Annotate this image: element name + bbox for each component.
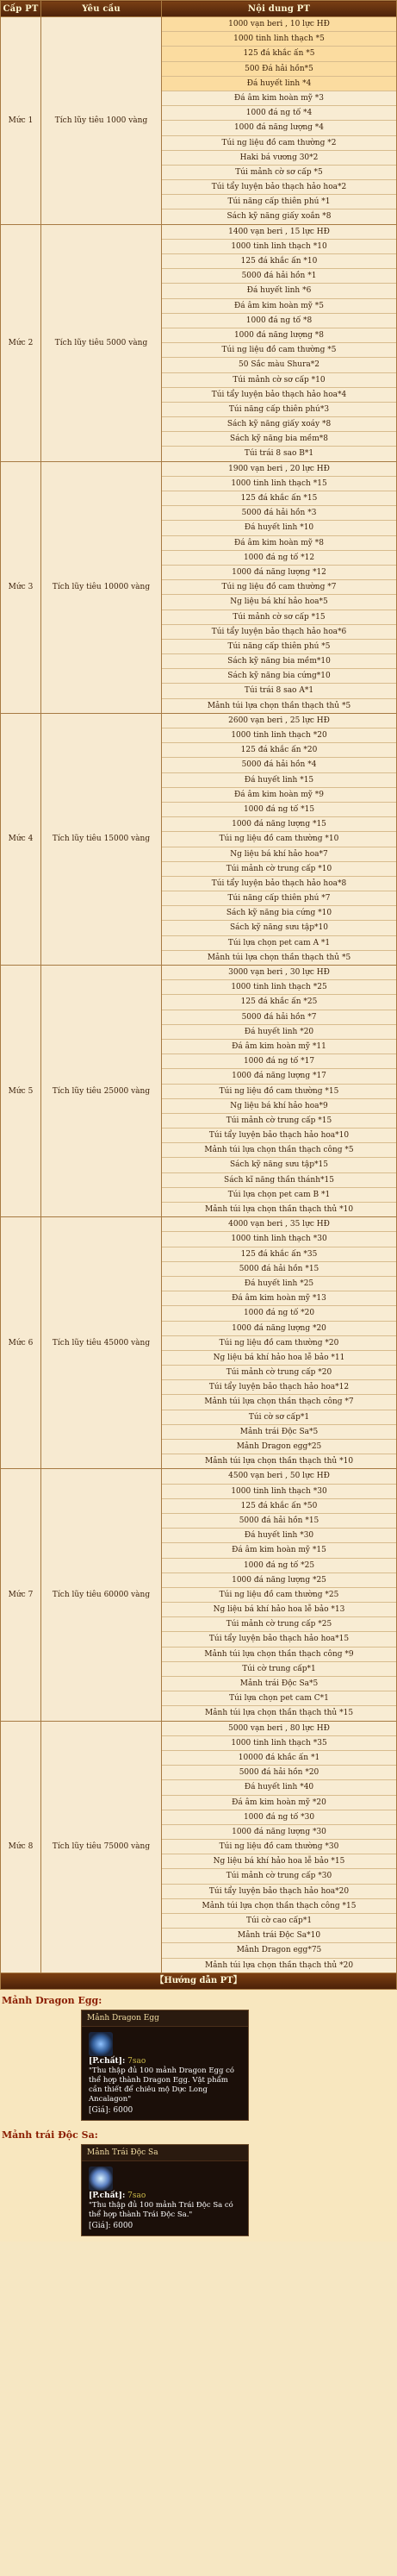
reward-item: Đá huyết linh *40 [162, 1780, 396, 1795]
reward-item: 2600 vạn beri , 25 lực HĐ [162, 714, 396, 728]
reward-item: Mảnh túi lựa chọn thần thạch công *15 [162, 1899, 396, 1914]
reward-item: 1000 đá ng tố *12 [162, 551, 396, 566]
reward-item: Túi mảnh cờ sơ cấp *15 [162, 610, 396, 625]
reward-item: 5000 đá hải hồn *20 [162, 1766, 396, 1780]
reward-item: Sách kĩ năng thần thánh*15 [162, 1173, 396, 1188]
level-cell: Mức 4 [1, 713, 41, 965]
reward-item: Túi mảnh cờ trung cấp *25 [162, 1617, 396, 1632]
reward-item: Túi tẩy luyện bảo thạch hảo hoa*4 [162, 388, 396, 403]
doc-sa-fruit-icon [89, 2166, 113, 2191]
quality-value: 7sao [127, 2191, 146, 2200]
requirement-cell: Tích lũy tiêu 60000 vàng [41, 1469, 162, 1721]
reward-item: 1000 đá ng tố *30 [162, 1810, 396, 1825]
reward-item: Túi ng liệu đồ cam thường *15 [162, 1085, 396, 1099]
reward-item: Đá huyết linh *10 [162, 521, 396, 535]
reward-item: 1000 tinh linh thạch *20 [162, 728, 396, 743]
reward-item: Đá huyết linh *25 [162, 1277, 396, 1291]
level-cell: Mức 1 [1, 17, 41, 225]
level-cell: Mức 7 [1, 1469, 41, 1721]
reward-item: Đá huyết linh *30 [162, 1529, 396, 1543]
reward-item: 1000 tinh linh thạch *15 [162, 477, 396, 491]
reward-item: Mảnh túi lựa chọn thần thạch thủ *10 [204, 1205, 354, 1214]
reward-item: 10000 đá khắc ấn *1 [162, 1751, 396, 1766]
reward-item: 1900 vạn beri , 20 lực HĐ [162, 462, 396, 477]
reward-item: Túi ng liệu đồ cam thường *7 [162, 580, 396, 595]
reward-item: Mảnh trái Độc Sa*5 [162, 1425, 396, 1440]
reward-item: 5000 đá hải hồn *4 [162, 758, 396, 772]
reward-item: 125 đá khắc ấn *5 [162, 47, 396, 61]
reward-item: Túi mảnh cờ trung cấp *20 [162, 1366, 396, 1380]
reward-item: Đá âm kim hoàn mỹ *5 [162, 299, 396, 314]
reward-item: 1000 đá năng lượng *17 [162, 1069, 396, 1084]
items-cell [162, 17, 397, 225]
reward-item: Túi tẩy luyện bảo thạch hảo hoa*12 [162, 1380, 396, 1395]
reward-item: 1000 tinh linh thạch *35 [162, 1736, 396, 1751]
header-content: Nội dung PT [162, 1, 397, 17]
level-cell: Mức 5 [1, 966, 41, 1217]
reward-item: Mảnh túi lựa chọn thần thạch thủ *5 [207, 953, 351, 962]
table-row [1, 17, 397, 225]
items-cell [162, 966, 397, 1217]
quality-label: [P.chất]: [89, 2191, 126, 2200]
items-cell [162, 713, 397, 965]
reward-item: 5000 đá hải hồn *1 [162, 269, 396, 284]
reward-item: 1000 đá năng lượng *25 [162, 1573, 396, 1588]
reward-item: 125 đá khắc ấn *25 [162, 995, 396, 1010]
reward-item: 125 đá khắc ấn *35 [162, 1247, 396, 1262]
reward-item: 1000 tinh linh thạch *25 [162, 980, 396, 995]
reward-item: Đá âm kim hoàn mỹ *20 [162, 1796, 396, 1810]
reward-item: Haki bá vương 30*2 [162, 151, 396, 166]
reward-item: Đá huyết linh *20 [162, 1025, 396, 1040]
items-cell [162, 1217, 397, 1469]
reward-item: 1000 đá ng tố *17 [162, 1054, 396, 1069]
reward-item: 1000 đá năng lượng *15 [162, 817, 396, 832]
reward-item: Mảnh túi lựa chọn thần thạch công *9 [162, 1648, 396, 1662]
requirement-cell: Tích lũy tiêu 75000 vàng [41, 1721, 162, 1973]
reward-item: 1000 đá ng tố *4 [162, 106, 396, 121]
reward-item: 5000 đá hải hồn *15 [162, 1262, 396, 1277]
items-cell [162, 1469, 397, 1721]
table-row [1, 1217, 397, 1469]
reward-item: Túi mảnh cờ trung cấp *10 [162, 862, 396, 877]
reward-item: Đá âm kim hoàn mỹ *15 [162, 1543, 396, 1558]
reward-item: 5000 đá hải hồn *3 [162, 506, 396, 521]
reward-item: Túi ng liệu đồ cam thường *2 [162, 136, 396, 151]
reward-item: 4500 vạn beri , 50 lực HĐ [162, 1469, 396, 1484]
tooltip-item-name: Mảnh Dragon Egg [82, 2010, 248, 2027]
reward-item: Túi tẩy luyện bảo thạch hảo hoa*15 [162, 1632, 396, 1647]
reward-item: Đá âm kim hoàn mỹ *11 [162, 1040, 396, 1054]
tooltip-item-name: Mảnh Trái Độc Sa [82, 2145, 248, 2161]
reward-item: Mảnh trái Độc Sa*10 [162, 1929, 396, 1943]
reward-item: 125 đá khắc ấn *50 [162, 1499, 396, 1514]
reward-item: Sách kỹ năng bia cứng*10 [162, 669, 396, 684]
reward-item: Túi mảnh cờ trung cấp *15 [162, 1114, 396, 1129]
level-cell: Mức 2 [1, 224, 41, 461]
reward-item: 1000 tinh linh thạch *30 [162, 1232, 396, 1247]
reward-item: Túi tẩy luyện bảo thạch hảo hoa*20 [162, 1885, 396, 1899]
table-row [1, 713, 397, 965]
reward-item: Mảnh trái Độc Sa*5 [162, 1677, 396, 1691]
reward-item: Túi lựa chọn pet cam B *1 [162, 1188, 396, 1203]
level-cell: Mức 3 [1, 461, 41, 713]
reward-item: Túi mảnh cờ sơ cấp *10 [162, 373, 396, 388]
spacer [0, 2121, 397, 2128]
reward-item: 1000 đá năng lượng *30 [162, 1825, 396, 1840]
tooltip-price [82, 2220, 248, 2235]
table-row [1, 224, 397, 461]
reward-item: 1000 đá ng tố *20 [162, 1306, 396, 1321]
reward-item: Túi cờ cao cấp*1 [162, 1914, 396, 1929]
reward-item: 1000 vạn beri , 10 lực HĐ [162, 17, 396, 32]
reward-item: 4000 vạn beri , 35 lực HĐ [162, 1217, 396, 1232]
reward-item: 1000 đá năng lượng *8 [162, 328, 396, 343]
reward-item: Sách kỹ năng bia mềm*10 [162, 654, 396, 669]
reward-item: Túi tẩy luyện bảo thạch hảo hoa*2 [162, 180, 396, 195]
level-cell: Mức 6 [1, 1217, 41, 1469]
reward-item: 500 Đá hải hồn*5 [162, 62, 396, 77]
requirement-cell: Tích lũy tiêu 45000 vàng [41, 1217, 162, 1469]
reward-item: Sách kỹ năng sưu tập*15 [162, 1158, 396, 1172]
reward-item: Sách kỹ năng sưu tập*10 [162, 921, 396, 935]
reward-item: Mảnh Dragon egg*25 [162, 1440, 396, 1454]
table-row [1, 1469, 397, 1721]
table-row [1, 966, 397, 1217]
reward-item: 5000 vạn beri , 80 lực HĐ [162, 1722, 396, 1736]
reward-item: Túi ng liệu đồ cam thường *5 [162, 343, 396, 358]
reward-item: Đá huyết linh *6 [162, 284, 396, 298]
reward-item: Mảnh túi lựa chọn thần thạch thủ *20 [204, 1960, 354, 1970]
doc-sa-label: Mảnh trái Độc Sa: [2, 2129, 98, 2141]
items-cell [162, 461, 397, 713]
header-level: Cấp PT [1, 1, 41, 17]
reward-item: 5000 đá hải hồn *15 [162, 1514, 396, 1529]
reward-item: 5000 đá hải hồn *7 [162, 1010, 396, 1025]
reward-item: Ng liệu bá khí hảo hoa*5 [162, 595, 396, 610]
reward-item: Túi ng liệu đồ cam thường *10 [162, 832, 396, 847]
reward-item: 1000 tinh linh thạch *10 [162, 240, 396, 254]
reward-item: Đá âm kim hoàn mỹ *3 [162, 91, 396, 106]
table-body [1, 17, 397, 1973]
tooltip-description: "Thu thập đủ 100 mảnh Trái Độc Sa có thể hợp thành Trái Độc Sa." [89, 2200, 233, 2219]
reward-item: Mảnh túi lựa chọn thần thạch thủ *10 [204, 1457, 354, 1466]
requirement-cell: Tích lũy tiêu 10000 vàng [41, 461, 162, 713]
reward-item: Ng liệu bá khí hảo hoa*7 [162, 847, 396, 862]
price-label: [Giá]: [89, 2105, 111, 2115]
guide-body [0, 1990, 397, 2241]
tooltip-quality [82, 2191, 248, 2201]
items-cell [162, 224, 397, 461]
reward-item: 1000 tinh linh thạch *30 [162, 1485, 396, 1499]
tooltip-description: "Thu thập đủ 100 mảnh Dragon Egg có thể hợp thành Dragon Egg. Vật phẩm cần thiết để chiêu mộ Dực Long Ancalagon" [89, 2066, 234, 2104]
reward-item: Đá âm kim hoàn mỹ *9 [162, 788, 396, 803]
reward-item: Túi trái 8 sao A*1 [162, 684, 396, 698]
level-cell: Mức 8 [1, 1721, 41, 1973]
tooltip-quality [82, 2056, 248, 2066]
reward-item: Mảnh túi lựa chọn thần thạch công *5 [162, 1143, 396, 1158]
reward-item: Ng liệu bá khí hảo hoa*9 [162, 1099, 396, 1114]
reward-item: Túi mảnh cờ sơ cấp *5 [162, 166, 396, 180]
table-row [1, 1721, 397, 1973]
guide-header: 【Hướng dẫn PT】 [0, 1973, 397, 1990]
reward-item: Túi lựa chọn pet cam C*1 [162, 1691, 396, 1706]
reward-item: Sách kỹ năng giấy xoắn *8 [226, 212, 332, 222]
reward-item: Túi năng cấp thiên phú*3 [162, 403, 396, 417]
reward-item: Túi cờ sơ cấp*1 [162, 1410, 396, 1425]
reward-item: 125 đá khắc ấn *15 [162, 491, 396, 506]
reward-item: Túi tẩy luyện bảo thạch hảo hoa*6 [162, 625, 396, 640]
requirement-cell: Tích lũy tiêu 1000 vàng [41, 17, 162, 225]
table-header-row [1, 1, 397, 17]
reward-item: Sách kỹ năng bia cứng *10 [162, 906, 396, 921]
reward-item: 1000 đá ng tố *25 [162, 1559, 396, 1573]
reward-item: Đá huyết linh *4 [162, 77, 396, 91]
reward-item: Ng liệu bá khí hảo hoa lễ bảo *13 [162, 1603, 396, 1617]
reward-item: Mảnh Dragon egg*75 [162, 1943, 396, 1958]
price-label: [Giá]: [89, 2221, 111, 2230]
quality-value: 7sao [127, 2056, 146, 2066]
reward-item: Ng liệu bá khí hảo hoa lễ bảo *11 [162, 1351, 396, 1366]
reward-item: Túi cờ trung cấp*1 [162, 1662, 396, 1677]
reward-item: Túi trái 8 sao B*1 [244, 449, 314, 459]
reward-item: 50 Sắc màu Shura*2 [162, 358, 396, 372]
reward-item: 3000 vạn beri , 30 lực HĐ [162, 966, 396, 980]
reward-item: Mảnh túi lựa chọn thần thạch thủ *15 [204, 1709, 354, 1718]
reward-item: Ng liệu bá khí hảo hoa lễ bảo *15 [162, 1854, 396, 1869]
reward-item: Túi năng cấp thiên phú *1 [162, 195, 396, 209]
reward-item: Túi tẩy luyện bảo thạch hảo hoa*10 [162, 1129, 396, 1143]
dragon-egg-icon [89, 2032, 113, 2056]
reward-item: Túi mảnh cờ trung cấp *30 [162, 1869, 396, 1884]
header-requirement: Yêu cầu [41, 1, 162, 17]
requirement-cell: Tích lũy tiêu 25000 vàng [41, 966, 162, 1217]
requirement-cell: Tích lũy tiêu 15000 vàng [41, 713, 162, 965]
reward-item: 1000 đá ng tố *15 [162, 803, 396, 817]
reward-item: Túi ng liệu đồ cam thường *25 [162, 1588, 396, 1603]
reward-item: 1000 tinh linh thạch *5 [162, 32, 396, 47]
doc-sa-tooltip [81, 2144, 249, 2236]
reward-item: Túi ng liệu đồ cam thường *20 [162, 1336, 396, 1351]
reward-item: Túi lựa chọn pet cam A *1 [162, 936, 396, 951]
items-cell [162, 1721, 397, 1973]
reward-item: Mảnh túi lựa chọn thần thạch công *7 [162, 1395, 396, 1410]
reward-item: Túi tẩy luyện bảo thạch hảo hoa*8 [162, 877, 396, 891]
reward-item: Túi năng cấp thiên phú *7 [162, 891, 396, 906]
tooltip-price [82, 2104, 248, 2120]
reward-item: 125 đá khắc ấn *20 [162, 743, 396, 758]
reward-item: Đá âm kim hoàn mỹ *13 [162, 1291, 396, 1306]
reward-item: Đá âm kim hoàn mỹ *8 [162, 536, 396, 551]
reward-item: Sách kỹ năng bia mềm*8 [162, 432, 396, 447]
reward-item: Túi năng cấp thiên phú *5 [162, 640, 396, 654]
reward-item: 125 đá khắc ấn *10 [162, 254, 396, 269]
reward-item: 1000 đá ng tố *8 [162, 314, 396, 328]
reward-item: 1400 vạn beri , 15 lực HĐ [162, 225, 396, 240]
dragon-egg-tooltip [81, 2010, 249, 2121]
reward-item: 1000 đá năng lượng *4 [162, 121, 396, 135]
reward-item: Sách kỹ năng giấy xoáy *8 [162, 417, 396, 432]
requirement-cell: Tích lũy tiêu 5000 vàng [41, 224, 162, 461]
reward-item: Đá huyết linh *15 [162, 773, 396, 788]
dragon-egg-label: Mảnh Dragon Egg: [2, 1994, 102, 2006]
reward-item: 1000 đá năng lượng *12 [162, 566, 396, 580]
price-value: 6000 [113, 2105, 133, 2115]
reward-item: 1000 đá năng lượng *20 [162, 1322, 396, 1336]
reward-item: Mảnh túi lựa chọn thần thạch thủ *5 [207, 701, 351, 710]
price-value: 6000 [113, 2221, 133, 2230]
table-row [1, 461, 397, 713]
reward-item: Túi ng liệu đồ cam thường *30 [162, 1840, 396, 1854]
quality-label: [P.chất]: [89, 2056, 126, 2066]
